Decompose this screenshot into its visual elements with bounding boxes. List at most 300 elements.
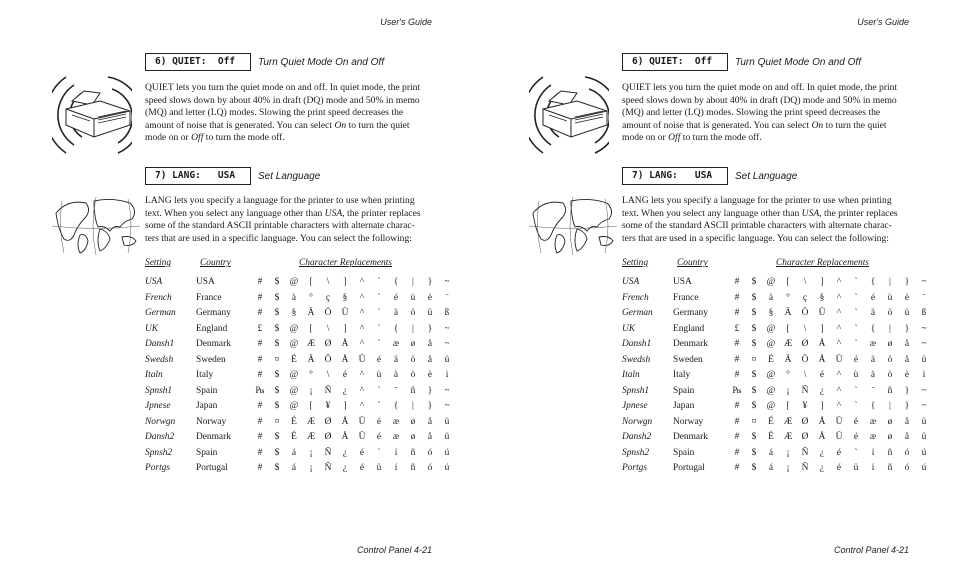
lang-line: ters that are used in a specific language. You can select the following:	[622, 232, 889, 244]
table-row	[477, 448, 954, 463]
replacement-char: ó	[904, 447, 910, 458]
replacement-char: $	[751, 447, 757, 458]
replacement-char: Ü	[341, 308, 349, 318]
replacement-char: Ø	[801, 432, 809, 442]
country-name: Denmark	[196, 339, 231, 349]
replacement-char: }	[427, 385, 433, 396]
replacement-char: ~	[921, 277, 927, 287]
replacement-char: ä	[393, 308, 399, 318]
setting-code: Norwgn	[145, 416, 176, 427]
table-row	[477, 432, 954, 447]
replacement-char: å	[427, 432, 433, 442]
quiet-on-term: On	[334, 119, 347, 131]
replacement-char: ö	[410, 354, 416, 365]
replacement-char: $	[751, 385, 757, 396]
quiet-line	[145, 120, 445, 133]
replacement-char: ¡	[309, 385, 313, 396]
replacement-char: [	[786, 401, 790, 411]
replacement-char: $	[751, 370, 757, 380]
replacement-char: §	[291, 308, 297, 318]
lang-line: some of the standard ASCII printable characters with alternate charac-	[622, 220, 892, 232]
country-name: USA	[196, 277, 215, 287]
replacement-char: $	[751, 277, 757, 287]
replacement-char: ü	[921, 432, 927, 442]
replacement-char: ü	[444, 432, 450, 442]
replacement-char: #	[257, 416, 263, 427]
replacement-char: }	[427, 401, 433, 411]
setting-code: Portgs	[145, 463, 171, 473]
replacement-char: Ö	[324, 354, 332, 365]
replacement-char: Ä	[784, 308, 792, 318]
replacement-char: è	[427, 370, 433, 380]
replacement-char: Ñ	[324, 385, 332, 396]
replacement-char: #	[734, 463, 740, 473]
table-row	[0, 417, 477, 432]
country-name: USA	[673, 277, 692, 287]
replacement-char: ¤	[274, 416, 280, 427]
replacement-char: $	[751, 308, 757, 318]
replacement-char: Å	[341, 354, 349, 365]
setting-code: Dansh1	[622, 339, 652, 349]
replacement-char: #	[257, 447, 263, 458]
replacement-char: í	[871, 463, 875, 473]
replacement-char: ß	[444, 308, 450, 318]
replacement-char: å	[427, 339, 433, 349]
replacement-char: #	[257, 308, 263, 318]
table-row	[477, 463, 954, 478]
lang-line	[145, 208, 445, 221]
replacement-char: [	[309, 323, 313, 334]
replacement-char: `	[377, 308, 381, 318]
page-footer: Control Panel 4-21	[356, 545, 432, 555]
replacement-char: é	[359, 447, 365, 458]
replacement-char: Ü	[358, 354, 366, 365]
replacement-char: $	[274, 277, 280, 287]
replacement-char: é	[359, 463, 365, 473]
replacement-char: `	[377, 401, 381, 411]
replacement-char: ¡	[309, 463, 313, 473]
replacement-char: @	[766, 339, 776, 349]
replacement-char: ú	[444, 447, 450, 458]
replacement-char: \	[803, 370, 807, 380]
replacement-char: ç	[325, 292, 331, 303]
replacement-char: #	[734, 370, 740, 380]
replacement-char: `	[377, 447, 381, 458]
replacement-char: {	[870, 323, 876, 334]
replacement-char: É	[768, 354, 774, 365]
replacement-char: |	[889, 277, 891, 287]
replacement-char: [	[786, 277, 790, 287]
quiet-text: mode on or	[622, 132, 669, 144]
globe-map-illustration	[50, 195, 142, 257]
replacement-char: }	[904, 401, 910, 411]
replacement-char: è	[427, 292, 433, 303]
quiet-line	[622, 132, 922, 145]
replacement-char: `	[854, 401, 858, 411]
replacement-char: ¿	[342, 385, 348, 396]
replacement-char: `	[854, 385, 858, 396]
replacement-char: $	[274, 292, 280, 303]
setting-code: UK	[145, 323, 159, 334]
replacement-char: \	[803, 277, 807, 287]
replacement-char: É	[291, 416, 297, 427]
setting-code: Spnsh2	[145, 447, 173, 458]
replacement-char: é	[376, 354, 382, 365]
quiet-off-term: Off	[668, 132, 681, 144]
replacement-char: ^	[359, 323, 365, 334]
replacement-char: ñ	[410, 463, 416, 473]
setting-code: French	[622, 292, 649, 303]
lang-title: Set Language	[735, 171, 798, 182]
table-row	[477, 417, 954, 432]
replacement-char: é	[836, 463, 842, 473]
replacement-char: è	[904, 292, 910, 303]
replacement-char: ì	[445, 370, 449, 380]
replacement-char: É	[768, 432, 774, 442]
replacement-char: {	[393, 401, 399, 411]
quiet-paragraph	[145, 82, 445, 145]
table-row	[0, 308, 477, 323]
replacement-char: å	[904, 354, 910, 365]
table-header-chars: Character Replacements	[299, 258, 392, 268]
replacement-char: ]	[820, 323, 824, 334]
replacement-char: {	[393, 277, 399, 287]
replacement-char: é	[836, 447, 842, 458]
replacement-char: #	[257, 432, 263, 442]
replacement-char: `	[377, 385, 381, 396]
replacement-char: ü	[444, 416, 450, 427]
quiet-text: mode on or	[145, 132, 192, 144]
replacement-char: ¥	[802, 401, 808, 411]
setting-code: Italn	[145, 370, 163, 380]
replacement-char: ^	[836, 277, 842, 287]
replacement-char: Ø	[324, 339, 332, 349]
replacement-char: ù	[853, 370, 859, 380]
replacement-char: @	[289, 370, 299, 380]
replacement-char: @	[766, 323, 776, 334]
replacement-char: ç	[802, 292, 808, 303]
replacement-char: #	[734, 339, 740, 349]
replacement-char: ñ	[410, 385, 416, 396]
table-row	[0, 370, 477, 385]
setting-code: UK	[622, 323, 636, 334]
replacement-char: ~	[921, 339, 927, 349]
quiet-printer-illustration	[52, 67, 132, 163]
replacement-char: #	[257, 339, 263, 349]
replacement-char: ø	[410, 416, 416, 427]
lang-display-box: 7) LANG: USA	[145, 167, 251, 185]
replacement-char: é	[870, 292, 876, 303]
replacement-char: ¿	[342, 447, 348, 458]
replacement-char: @	[766, 385, 776, 396]
replacement-char: Ö	[801, 354, 809, 365]
replacement-char: ò	[410, 370, 416, 380]
replacement-char: Ö	[324, 308, 332, 318]
replacement-char: #	[734, 277, 740, 287]
replacement-char: ]	[343, 401, 347, 411]
setting-code: Spnsh2	[622, 447, 650, 458]
replacement-char: `	[377, 323, 381, 334]
lang-paragraph	[622, 195, 922, 245]
replacement-char: É	[291, 354, 297, 365]
replacement-char: ñ	[887, 385, 893, 396]
replacement-char: $	[274, 432, 280, 442]
replacement-char: `	[854, 323, 858, 334]
country-name: Norway	[196, 416, 227, 427]
replacement-char: Ø	[801, 339, 809, 349]
replacement-char: `	[854, 308, 858, 318]
replacement-char: Å	[341, 339, 349, 349]
replacement-char: }	[904, 277, 910, 287]
lang-text: , the printer replaces	[342, 207, 421, 219]
table-row	[477, 339, 954, 354]
replacement-char: é	[819, 370, 825, 380]
country-name: Spain	[673, 385, 695, 396]
replacement-char: ó	[427, 463, 433, 473]
quiet-text: to turn the quiet	[346, 119, 410, 131]
replacement-char: ^	[836, 370, 842, 380]
quiet-paragraph	[622, 82, 922, 145]
replacement-char: ]	[820, 401, 824, 411]
table-row	[477, 324, 954, 339]
replacement-char: @	[289, 401, 299, 411]
replacement-char: @	[289, 277, 299, 287]
quiet-line: (MQ) and letter (LQ) modes. Slowing the print speed decreases the	[622, 107, 881, 119]
table-row	[0, 293, 477, 308]
table-row	[477, 308, 954, 323]
replacement-char: °	[786, 370, 790, 380]
replacement-char: æ	[392, 432, 400, 442]
replacement-char: ^	[359, 385, 365, 396]
table-row	[0, 386, 477, 401]
replacement-char: à	[291, 292, 297, 303]
replacement-char: É	[768, 416, 774, 427]
quiet-line: QUIET lets you turn the quiet mode on and off. In quiet mode, the print	[622, 82, 898, 93]
country-name: Portugal	[673, 463, 705, 473]
replacement-char: #	[257, 292, 263, 303]
replacement-char: é	[853, 416, 859, 427]
replacement-char: $	[274, 401, 280, 411]
table-row	[477, 277, 954, 292]
replacement-char: Ø	[324, 416, 332, 427]
replacement-char: í	[394, 447, 398, 458]
lang-title: Set Language	[258, 171, 321, 182]
replacement-char: í	[394, 463, 398, 473]
replacement-char: \	[326, 370, 330, 380]
replacement-char: ₧	[255, 385, 265, 396]
replacement-char: #	[734, 447, 740, 458]
replacement-char: Å	[818, 416, 826, 427]
replacement-char: Ü	[835, 432, 843, 442]
replacement-char: |	[889, 323, 891, 334]
replacement-char: á	[768, 463, 774, 473]
country-name: Japan	[196, 401, 218, 411]
replacement-char: ù	[887, 292, 893, 303]
replacement-char: ¡	[786, 447, 790, 458]
lang-text: , the printer replaces	[819, 207, 898, 219]
replacement-char: ¿	[342, 463, 348, 473]
replacement-char: }	[427, 277, 433, 287]
replacement-char: é	[342, 370, 348, 380]
replacement-char: $	[274, 385, 280, 396]
replacement-char: ~	[444, 277, 450, 287]
replacement-char: Ä	[784, 354, 792, 365]
setting-code: Spnsh1	[622, 385, 650, 396]
replacement-char: `	[377, 292, 381, 303]
replacement-char: |	[889, 401, 891, 411]
replacement-char: ^	[836, 385, 842, 396]
replacement-char: Ü	[835, 354, 843, 365]
lang-usa-term: USA	[801, 207, 820, 219]
replacement-char: ø	[887, 339, 893, 349]
setting-code: Dansh1	[145, 339, 175, 349]
replacement-char: é	[376, 432, 382, 442]
replacement-char: ~	[921, 385, 927, 396]
replacement-char: ¿	[819, 463, 825, 473]
replacement-char: `	[854, 339, 858, 349]
replacement-char: $	[751, 323, 757, 334]
lang-line: some of the standard ASCII printable characters with alternate charac-	[145, 220, 415, 232]
lang-line: ters that are used in a specific language. You can select the following:	[145, 232, 412, 244]
country-name: Sweden	[196, 354, 226, 365]
replacement-char: ñ	[887, 447, 893, 458]
replacement-char: ¤	[274, 354, 280, 365]
replacement-char: @	[289, 323, 299, 334]
replacement-char: Ü	[358, 416, 366, 427]
replacement-char: Å	[341, 432, 349, 442]
lang-line: LANG lets you specify a language for the printer to use when printing	[622, 195, 892, 206]
replacement-char: ₧	[732, 385, 742, 396]
replacement-char: Ö	[801, 308, 809, 318]
replacement-char: ¨	[922, 292, 926, 303]
replacement-char: ¡	[309, 447, 313, 458]
replacement-char: Ñ	[801, 463, 809, 473]
lang-text: text. When you select any language other than	[145, 207, 325, 219]
country-name: France	[196, 292, 222, 303]
replacement-char: {	[393, 323, 399, 334]
lang-text: text. When you select any language other than	[622, 207, 802, 219]
replacement-char: ¿	[819, 447, 825, 458]
replacement-char: ø	[887, 432, 893, 442]
setting-code: Portgs	[622, 463, 648, 473]
replacement-char: ¨	[394, 385, 398, 396]
replacement-char: ~	[444, 401, 450, 411]
lang-line: LANG lets you specify a language for the printer to use when printing	[145, 195, 415, 206]
replacement-char: É	[291, 432, 297, 442]
replacement-char: ú	[444, 463, 450, 473]
replacement-char: $	[274, 339, 280, 349]
setting-code: Norwgn	[622, 416, 653, 427]
replacement-char: Æ	[306, 416, 316, 427]
replacement-char: Å	[818, 354, 826, 365]
setting-code: Italn	[622, 370, 640, 380]
replacement-char: í	[871, 447, 875, 458]
replacement-char: æ	[869, 416, 877, 427]
replacement-char: £	[257, 323, 263, 334]
replacement-char: `	[377, 277, 381, 287]
table-row	[477, 293, 954, 308]
replacement-char: `	[377, 339, 381, 349]
replacement-char: #	[257, 277, 263, 287]
replacement-char: @	[766, 277, 776, 287]
replacement-char: ^	[359, 339, 365, 349]
replacement-char: ¿	[819, 385, 825, 396]
replacement-char: $	[274, 463, 280, 473]
replacement-char: è	[904, 370, 910, 380]
replacement-char: ù	[376, 370, 382, 380]
replacement-char: Ñ	[324, 447, 332, 458]
replacement-char: é	[393, 292, 399, 303]
quiet-text: amount of noise that is generated. You can select	[145, 119, 335, 131]
country-name: Germany	[196, 308, 231, 318]
replacement-char: `	[854, 447, 858, 458]
lang-usa-term: USA	[324, 207, 343, 219]
table-row	[0, 448, 477, 463]
replacement-char: §	[342, 292, 348, 303]
replacement-char: ^	[359, 292, 365, 303]
quiet-line: speed slows down by about 40% in draft (DQ) mode and 50% in memo	[145, 94, 420, 106]
replacement-char: ø	[887, 416, 893, 427]
replacement-char: Ø	[324, 432, 332, 442]
replacement-char: ¡	[786, 385, 790, 396]
replacement-char: ò	[887, 370, 893, 380]
table-header-country: Country	[200, 258, 231, 268]
replacement-char: ü	[444, 354, 450, 365]
replacement-char: ~	[921, 401, 927, 411]
replacement-char: á	[768, 447, 774, 458]
replacement-char: [	[309, 401, 313, 411]
quiet-text: to turn the mode off.	[203, 132, 285, 144]
replacement-char: @	[289, 385, 299, 396]
replacement-char: #	[257, 463, 263, 473]
page-header: User's Guide	[857, 17, 909, 27]
replacement-char: æ	[392, 339, 400, 349]
replacement-char: å	[904, 432, 910, 442]
table-row	[0, 463, 477, 478]
replacement-char: $	[274, 447, 280, 458]
replacement-char: $	[274, 308, 280, 318]
replacement-char: ø	[410, 339, 416, 349]
replacement-char: Æ	[306, 432, 316, 442]
replacement-char: Ñ	[801, 385, 809, 396]
replacement-char: `	[854, 292, 858, 303]
replacement-char: ö	[410, 308, 416, 318]
table-row	[477, 386, 954, 401]
replacement-char: ü	[853, 463, 859, 473]
country-name: Sweden	[673, 354, 703, 365]
lang-line	[622, 208, 922, 221]
replacement-char: Ñ	[324, 463, 332, 473]
replacement-char: ]	[343, 277, 347, 287]
setting-code: Swedsh	[145, 354, 174, 365]
replacement-char: æ	[869, 432, 877, 442]
replacement-char: ø	[410, 432, 416, 442]
table-row	[477, 370, 954, 385]
replacement-char: å	[904, 339, 910, 349]
replacement-char: à	[768, 292, 774, 303]
replacement-char: ~	[444, 385, 450, 396]
quiet-display-box: 6) QUIET: Off	[622, 53, 728, 71]
replacement-char: #	[734, 354, 740, 365]
replacement-char: Å	[341, 416, 349, 427]
lang-display-box: 7) LANG: USA	[622, 167, 728, 185]
replacement-char: å	[904, 416, 910, 427]
replacement-char: |	[412, 323, 414, 334]
country-name: Portugal	[196, 463, 228, 473]
replacement-char: ü	[921, 354, 927, 365]
setting-code: Swedsh	[622, 354, 651, 365]
replacement-char: ó	[904, 463, 910, 473]
